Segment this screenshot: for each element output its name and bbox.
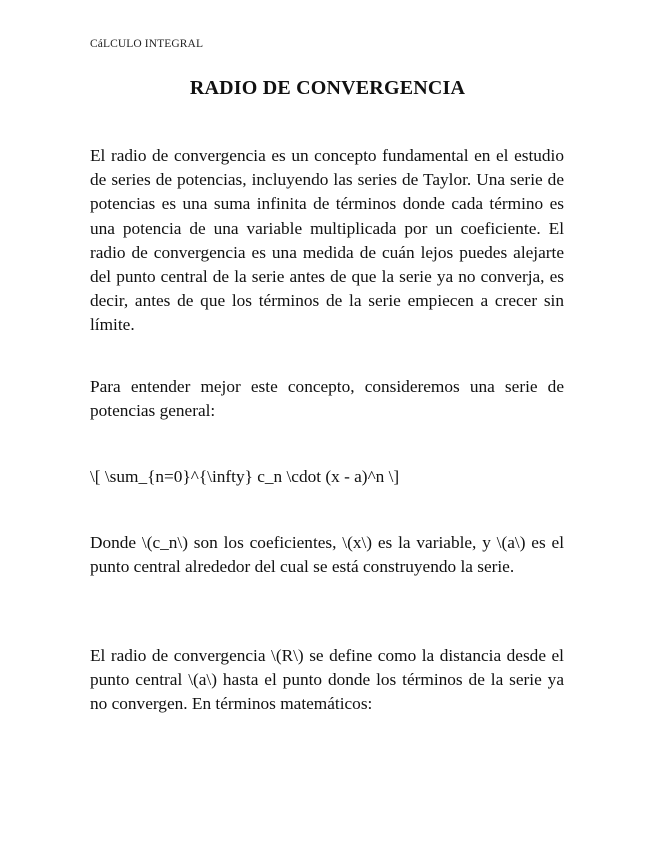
formula-power-series: \[ \sum_{n=0}^{\infty} c_n \cdot (x - a)^n \]	[90, 467, 400, 486]
page-title: RADIO DE CONVERGENCIA	[189, 77, 466, 99]
paragraph-intro: El radio de convergencia es un concepto fundamental en el estudio de series de potencias, incluyendo las series de Taylor. Una serie de potencias es una suma infinita de términos donde cada término es una potencia de una variable multiplicada por un coeficiente. El radio de convergencia es una medida de cuán lejos puedes alejarte del punto central de la serie antes de que la serie ya no converja, es decir, antes de que los términos de la serie empiecen a crecer sin límite.	[90, 146, 564, 335]
running-header: CáLCULO INTEGRAL	[90, 38, 204, 50]
paragraph-general-series: Para entender mejor este concepto, consideremos una serie de potencias general:	[90, 377, 564, 421]
paragraph-definitions: Donde \(c_n\) son los coeficientes, \(x\) es la variable, y \(a\) es el punto central alrededor del cual se está construyendo la serie.	[90, 533, 564, 577]
paragraph-radius-definition: El radio de convergencia \(R\) se define como la distancia desde el punto central \(a\) hasta el punto donde los términos de la serie ya no convergen. En términos matemáticos:	[90, 646, 564, 714]
